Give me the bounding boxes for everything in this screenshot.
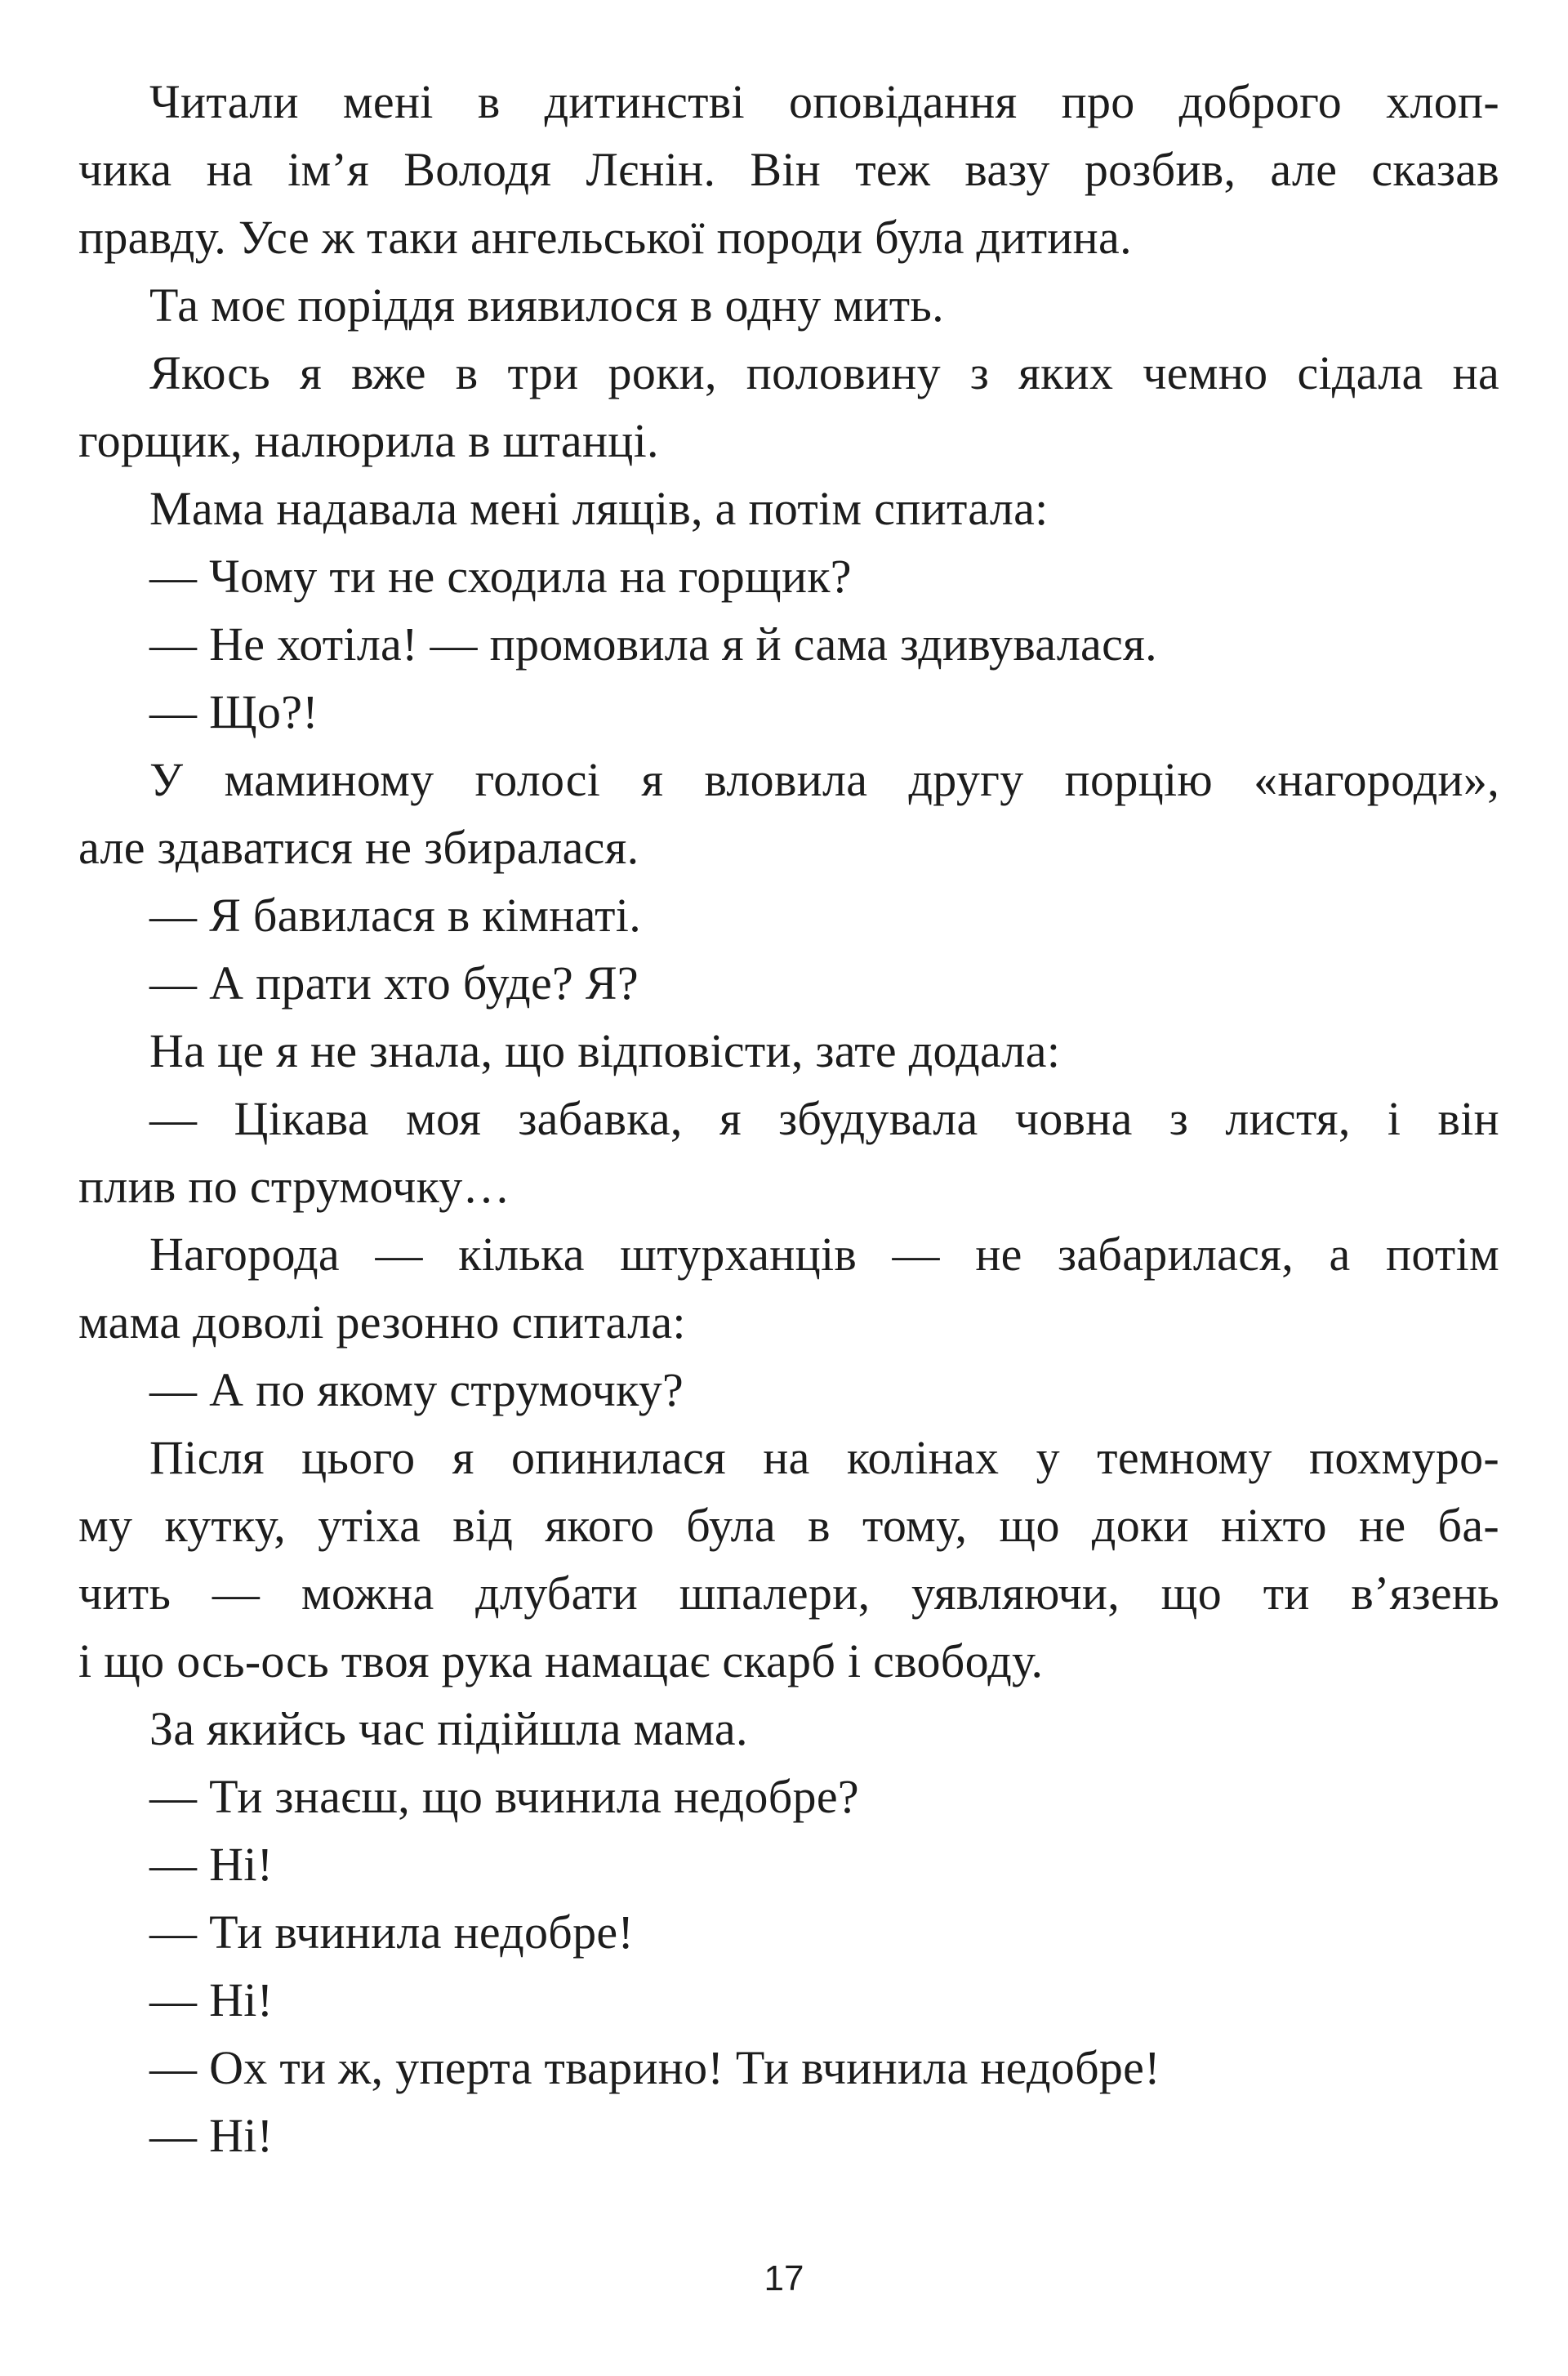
text-line: чика на ім’я Володя Лєнін. Він теж вазу розбив, але сказав [78, 143, 1499, 196]
dialogue-line: — А прати хто буде? Я? [149, 956, 639, 1010]
text-line: горщик, налюрила в штанці. [78, 414, 659, 467]
dialogue-line: — Ні! [149, 1973, 274, 2026]
dialogue-line: — Я бавилася в кімнаті. [149, 889, 641, 942]
text-line: На це я не знала, що відповісти, зате додала: [149, 1024, 1061, 1077]
dialogue-line: — А по якому струмочку? [149, 1363, 684, 1416]
text-line: Читали мені в дитинстві оповідання про доброго хлоп- [149, 75, 1499, 128]
text-line: правду. Усе ж таки ангельської породи була дитина. [78, 211, 1132, 264]
dialogue-line: — Ох ти ж, уперта тварино! Ти вчинила недобре! [149, 2041, 1160, 2094]
dialogue-line: — Ні! [149, 2109, 274, 2162]
text-line: Після цього я опинилася на колінах у темному похмуро- [149, 1431, 1499, 1484]
dialogue-line: — Ні! [149, 1838, 274, 1891]
page-number: 17 [764, 2258, 804, 2298]
dialogue-line: — Цікава моя забавка, я збудувала човна з листя, і він [149, 1092, 1499, 1145]
body-text [78, 68, 1499, 2169]
text-line: Мама надавала мені лящів, а потім спитала: [149, 482, 1049, 535]
text-line: але здаватися не збиралася. [78, 821, 639, 874]
text-line: мама доволі резонно спитала: [78, 1295, 686, 1348]
text-line: му кутку, утіха від якого була в тому, що доки ніхто не ба- [78, 1499, 1499, 1552]
dialogue-line: — Ти вчинила недобре! [149, 1906, 635, 1959]
text-line: За якийсь час підійшла мама. [149, 1702, 748, 1755]
text-line: Нагорода — кілька штурханців — не забарилася, а потім [149, 1228, 1499, 1281]
text-line: Якось я вже в три роки, половину з яких чемно сідала на [149, 346, 1499, 399]
text-line: плив по струмочку… [78, 1160, 510, 1213]
dialogue-line: — Ти знаєш, що вчинила недобре? [149, 1770, 859, 1823]
text-line: У маминому голосі я вловила другу порцію «нагороди», [149, 753, 1499, 806]
text-line: чить — можна длубати шпалери, уявляючи, що ти в’язень [78, 1567, 1499, 1620]
text-line: і що ось-ось твоя рука намацає скарб і свободу. [78, 1634, 1044, 1687]
text-line: Та моє поріддя виявилося в одну мить. [149, 279, 944, 332]
dialogue-line: — Що?! [149, 685, 318, 738]
dialogue-line: — Не хотіла! — промовила я й сама здивувалася. [149, 617, 1157, 671]
dialogue-line: — Чому ти не сходила на горщик? [149, 550, 852, 603]
